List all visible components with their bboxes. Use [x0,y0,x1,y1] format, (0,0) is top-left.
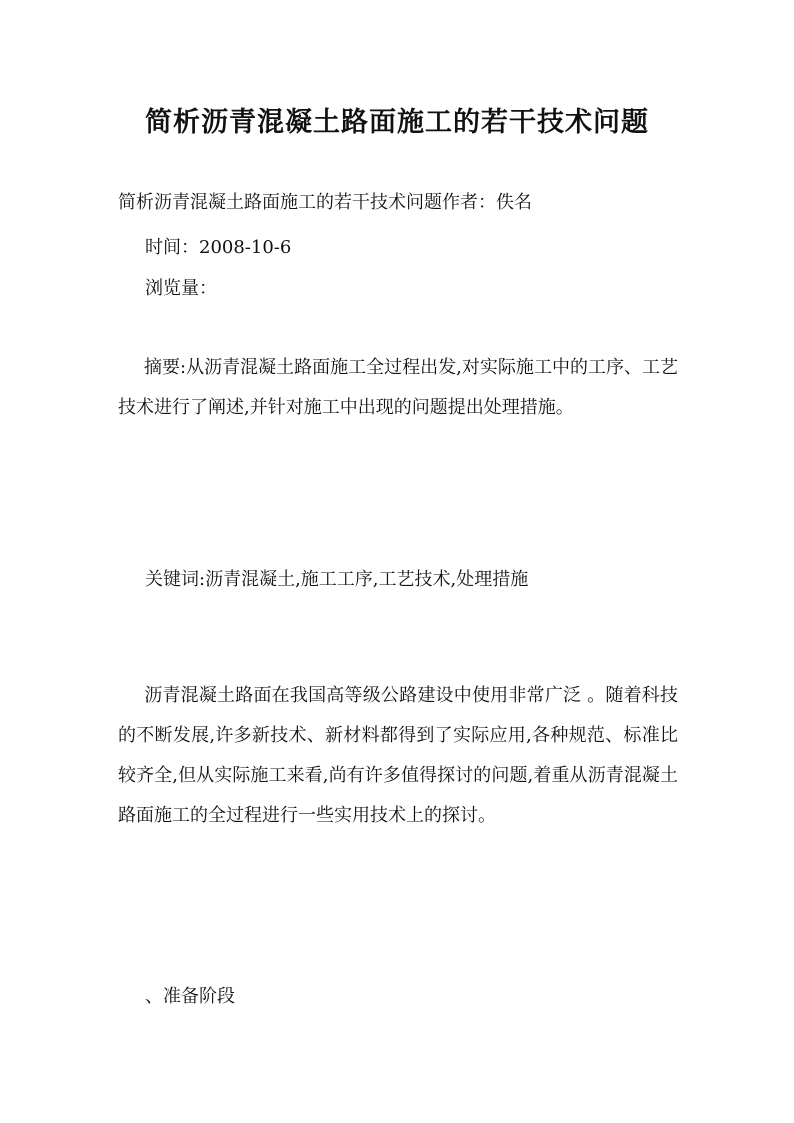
abstract-text: 摘要:从沥青混凝土路面施工全过程出发,对实际施工中的工序、工艺技术进行了阐述,并针对施工中出现的问题提出处理措施。 [118,357,678,418]
keywords-line: 关键词:沥青混凝土,施工工序,工艺技术,处理措施 [145,569,529,590]
date-line: 时间：2008-10-6 [145,237,292,258]
views-line: 浏览量： [145,278,217,299]
byline: 简析沥青混凝土路面施工的若干技术问题作者：佚名 [118,192,532,213]
intro-paragraph [118,676,678,836]
section-heading: 、准备阶段 [145,986,235,1007]
intro-text: 沥青混凝土路面在我国高等级公路建设中使用非常广泛 。随着科技的不断发展,许多新技术、新材料都得到了实际应用,各种规范、标准比较齐全,但从实际施工来看,尚有许多值得探讨的问题,着重从沥青混凝土路面施工的全过程进行一些实用技术上的探讨。 [118,685,678,826]
abstract-paragraph [118,348,678,428]
document-title: 简析沥青混凝土路面施工的若干技术问题 [145,107,649,138]
